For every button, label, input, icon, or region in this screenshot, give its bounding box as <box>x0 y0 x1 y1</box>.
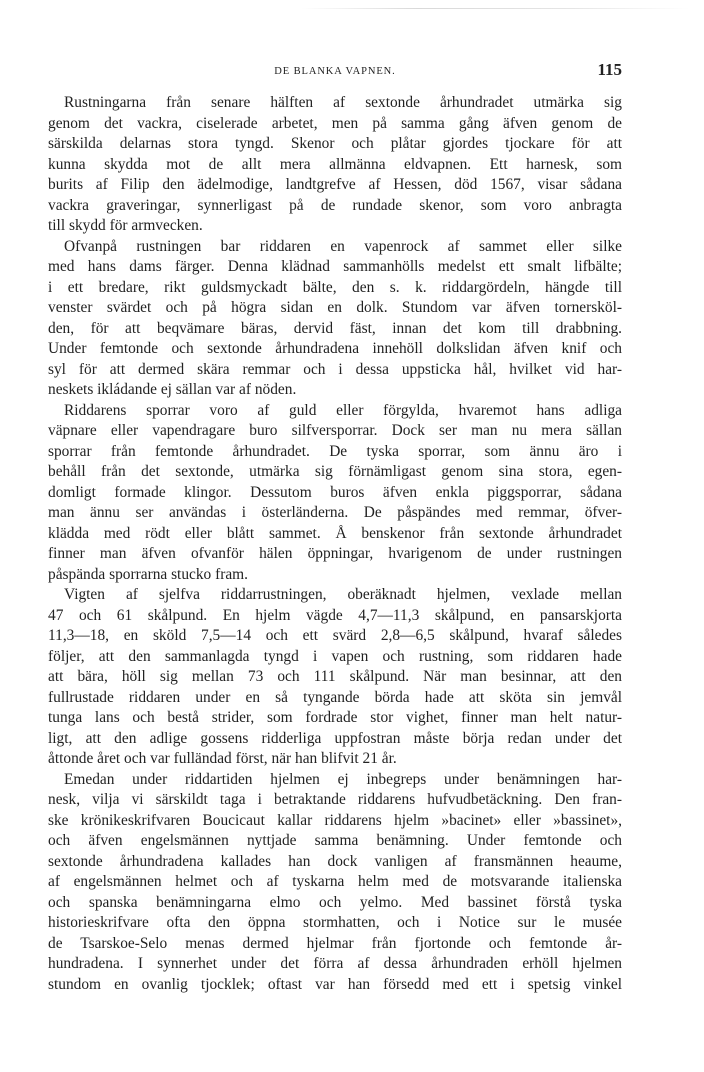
paragraph-3 <box>48 401 622 586</box>
text-line: behåll från det sextonde, utmärka sig förnämligast genom sina stora, egen- <box>48 463 622 480</box>
page-number: 115 <box>597 60 622 79</box>
text-line: historieskrifvare ofta den öppna stormhatten, och i Notice sur le musée <box>48 914 622 931</box>
text-line: tunga lans och bestå strider, som fordrade stor vighet, finner man helt natur- <box>48 709 622 726</box>
text-line: domligt formade klingor. Dessutom buros äfven enkla piggsporrar, sådana <box>48 483 622 501</box>
scan-edge-line <box>300 8 690 9</box>
text-line: ligt, att den adlige gossens ridderliga uppfostran måste börja redan under det <box>48 729 622 747</box>
paragraph-4 <box>48 585 622 770</box>
text-line: med hans dams färger. Denna klädnad sammanhölls medelst ett smalt lifbälte; <box>48 258 622 275</box>
text-line: vackra graveringar, synnerligast på de rundade skenor, som voro anbragta <box>48 196 622 214</box>
text-line: Emedan under riddartiden hjelmen ej inbegreps under benämningen har- <box>64 770 622 788</box>
text-line: 47 och 61 skålpund. En hjelm vägde 4,7—11,3 skålpund, en pansarskjorta <box>48 606 622 624</box>
text-line: och spanska benämningarna elmo och yelmo. Med bassinet förstå tyska <box>48 893 622 911</box>
text-line: Vigten af sjelfva riddarrustningen, oberäknadt hjelmen, vexlade mellan <box>64 586 622 603</box>
text-line: klädda med rödt eller blått sammet. Å benskenor från sextonde århundradet <box>48 524 622 542</box>
text-line: påspända sporrarna stucko fram. <box>48 565 249 583</box>
text-line: hundradena. I synnerhet under det förra af dessa århundraden erhöll hjelmen <box>48 955 622 972</box>
running-head <box>48 60 622 82</box>
text-line: följer, att den sammanlagda tyngd i vapen och rustning, som riddaren hade <box>48 647 622 665</box>
text-line: 11,3—18, en sköld 7,5—14 och ett svärd 2,8—6,5 skålpund, hvaraf således <box>48 627 622 644</box>
text-line: Under femtonde och sextonde århundradena innehöll dolkslidan äfven knif och <box>48 340 622 357</box>
text-line: Rustningarna från senare hälften af sextonde århundradet utmärka sig <box>64 94 622 111</box>
book-page <box>48 60 622 995</box>
text-line: Riddarens sporrar voro af guld eller förgylda, hvaremot hans adliga <box>64 401 622 419</box>
text-line: åttonde året och var fulländad först, när han blifvit 21 år. <box>48 750 397 767</box>
text-line: finner man äfven ofvanför hälen öppningar, hvarigenom de under rustningen <box>48 545 622 562</box>
text-line: stundom en ovanlig tjocklek; oftast var han försedd med ett i spetsig vinkel <box>48 975 622 993</box>
text-line: neskets ikládande ej sällan var af nöden. <box>48 381 297 398</box>
text-line: ske krönikeskrifvaren Boucicaut kallar riddarens hjelm »bacinet» eller »bassinet», <box>48 811 622 829</box>
text-line: att bära, höll sig mellan 73 och 111 skålpund. När man besinnar, att den <box>48 668 622 685</box>
text-line: sporrar från femtonde århundradet. De tyska sporrar, som ännu äro i <box>48 442 622 460</box>
text-line: väpnare eller vapendragare buro silfversporrar. Dock ser man nu mera sällan <box>48 422 622 439</box>
text-line: den, för att beqvämare bäras, dervid fäst, innan det kom till drabbning. <box>48 319 622 337</box>
text-line: i ett bredare, rikt guldsmyckadt bälte, den s. k. riddargördeln, hängde till <box>48 278 622 296</box>
text-line: de Tsarskoe-Selo menas dermed hjelmar från fjortonde och femtonde år- <box>48 934 622 952</box>
running-title: DE BLANKA VAPNEN. <box>274 66 396 77</box>
text-line: af engelsmännen helmet och af tyskarna helm med de motsvarande italienska <box>48 873 622 890</box>
text-line: nesk, vilja vi särskildt taga i betraktande riddarens hufvudbetäckning. Den fran- <box>48 791 622 808</box>
body-text <box>48 93 622 995</box>
paragraph-5 <box>48 770 622 996</box>
text-line: särskilda delarnas stora tyngd. Skenor och plåtar gjordes tjockare för att <box>48 135 622 152</box>
paragraph-1 <box>48 93 622 237</box>
text-line: och äfven engelsmännen nyttjade samma benämning. Under femtonde och <box>48 832 622 849</box>
text-line: genom det vackra, ciselerade arbetet, men på samma gång äfven genom de <box>48 114 622 132</box>
paragraph-2 <box>48 237 622 401</box>
text-line: Ofvanpå rustningen bar riddaren en vapenrock af sammet eller silke <box>64 237 622 255</box>
text-line: till skydd för armvecken. <box>48 217 203 234</box>
text-line: fullrustade riddaren under en så tyngande börda hade att sköta sin jemvål <box>48 688 622 706</box>
text-line: kunna skydda mot de allt mera allmänna eldvapnen. Ett harnesk, som <box>48 155 622 173</box>
text-line: burits af Filip den ädelmodige, landtgrefve af Hessen, död 1567, visar sådana <box>48 176 622 193</box>
text-line: sextonde århundradena kallades han dock vanligen af fransmännen heaume, <box>48 852 622 870</box>
text-line: venster svärdet och på högra sidan en dolk. Stundom var äfven tornersköl- <box>48 299 622 316</box>
text-line: syl för att dermed skära remmar och i dessa uppsticka hål, hvilket vid har- <box>48 360 622 378</box>
text-line: man ännu ser användas i österländerna. De påspändes med remmar, öfver- <box>48 504 622 521</box>
